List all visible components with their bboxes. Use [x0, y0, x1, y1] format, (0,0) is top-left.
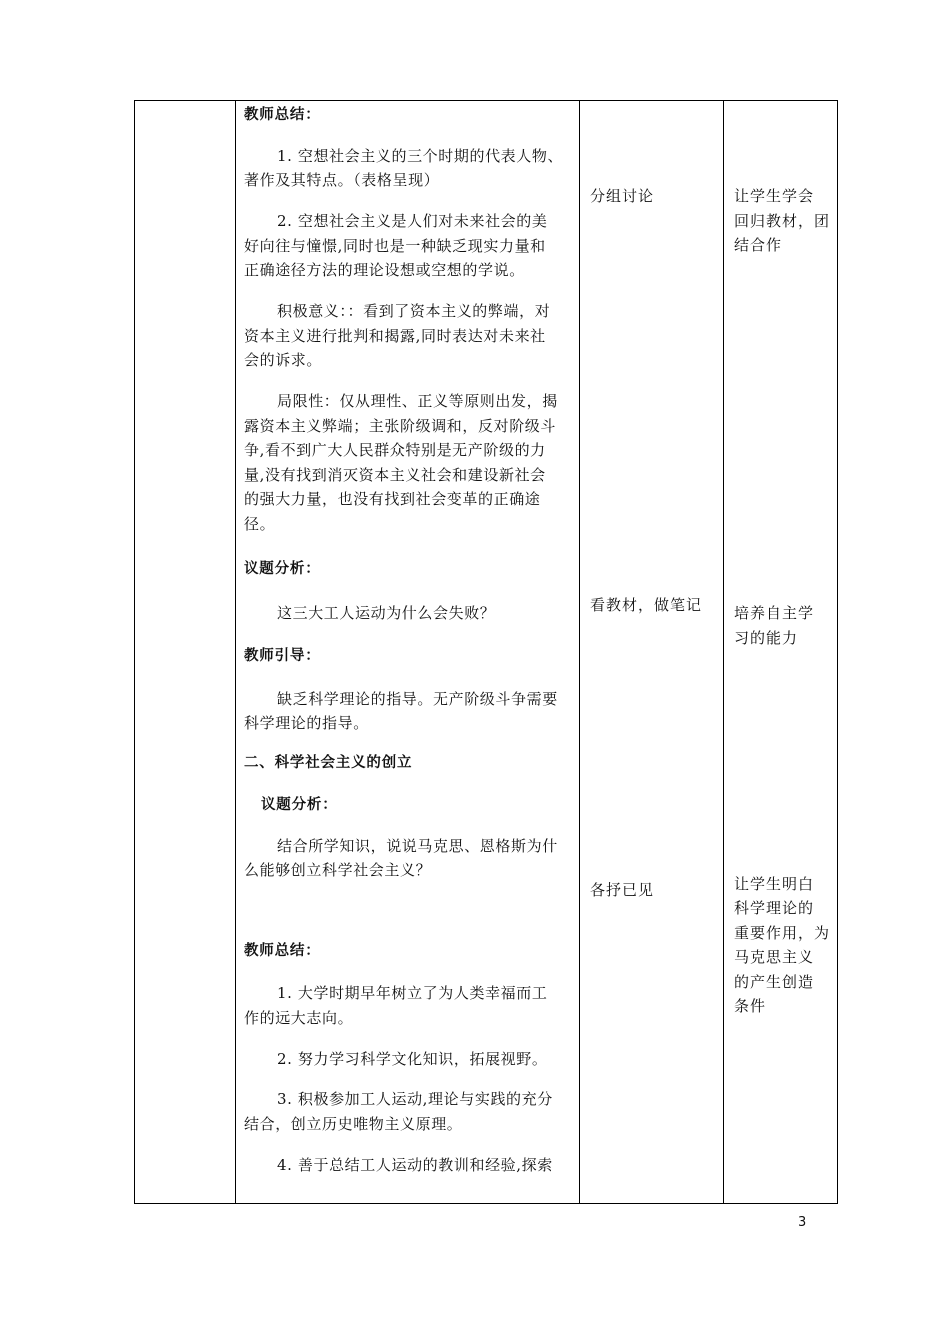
content-line: 局限性：仅从理性、正义等原则出发，揭 [277, 392, 558, 410]
design-intent-line: 科学理论的 [734, 899, 815, 917]
content-line: 资本主义进行批判和揭露,同时表达对未来社 [244, 327, 546, 345]
student-activity: 看教材，做笔记 [590, 596, 703, 614]
content-line: 2. 空想社会主义是人们对未来社会的美 [277, 212, 548, 230]
content-line: 缺乏科学理论的指导。无产阶级斗争需要 [277, 690, 558, 708]
content-line: 好向往与憧憬,同时也是一种缺乏现实力量和 [244, 237, 546, 255]
design-intent-line: 马克思主义 [734, 948, 815, 966]
lesson-table [134, 100, 838, 1204]
page-number: 3 [798, 1215, 807, 1230]
heading-teacher-guide: 教师引导： [244, 648, 321, 664]
content-line: 结合，创立历史唯物主义原理。 [244, 1115, 463, 1133]
design-intent-line: 培养自主学 [734, 604, 815, 622]
student-activity: 分组讨论 [590, 187, 655, 205]
heading-teacher-summary: 教师总结： [244, 943, 321, 959]
content-line: 露资本主义弊端；主张阶级调和，反对阶级斗 [244, 417, 557, 435]
content-line: 作的远大志向。 [244, 1009, 354, 1027]
content-line: 科学理论的指导。 [244, 714, 369, 732]
design-intent-line: 回归教材，团 [734, 212, 831, 230]
content-line: 会的诉求。 [244, 351, 323, 369]
content-line: 量,没有找到消灭资本主义社会和建设新社会 [244, 466, 546, 484]
content-line: 争,看不到广大人民群众特别是无产阶级的力 [244, 441, 546, 459]
content-line: 积极意义：：看到了资本主义的弊端，对 [277, 302, 551, 320]
column-divider-1 [235, 101, 236, 1203]
content-line: 径。 [244, 515, 276, 533]
design-intent-line: 习的能力 [734, 629, 799, 647]
design-intent-line: 重要作用，为 [734, 924, 831, 942]
content-line: 1. 空想社会主义的三个时期的代表人物、 [277, 147, 564, 165]
design-intent-line: 的产生创造 [734, 973, 815, 991]
heading-topic-analysis: 议题分析： [261, 797, 338, 813]
heading-section-two: 二、科学社会主义的创立 [244, 755, 413, 771]
heading-teacher-summary: 教师总结： [244, 107, 321, 123]
design-intent-line: 结合作 [734, 236, 783, 254]
content-line: 的强大力量，也没有找到社会变革的正确途 [244, 490, 541, 508]
content-line: 么能够创立科学社会主义？ [244, 861, 432, 879]
content-line: 结合所学知识，说说马克思、恩格斯为什 [277, 837, 558, 855]
content-line: 这三大工人运动为什么会失败？ [277, 604, 496, 622]
content-line: 3. 积极参加工人运动,理论与实践的充分 [277, 1090, 553, 1108]
content-line: 2. 努力学习科学文化知识，拓展视野。 [277, 1050, 548, 1068]
content-line: 正确途径方法的理论设想或空想的学说。 [244, 261, 525, 279]
column-divider-3 [723, 101, 724, 1203]
heading-topic-analysis: 议题分析： [244, 561, 321, 577]
design-intent-line: 让学生明白 [734, 875, 815, 893]
content-line: 著作及其特点。（表格呈现） [244, 171, 440, 189]
content-line: 1. 大学时期早年树立了为人类幸福而工 [277, 984, 548, 1002]
column-divider-2 [579, 101, 580, 1203]
content-line: 4. 善于总结工人运动的教训和经验,探索 [277, 1156, 553, 1174]
student-activity: 各抒已见 [590, 881, 655, 899]
design-intent-line: 让学生学会 [734, 187, 815, 205]
design-intent-line: 条件 [734, 997, 767, 1015]
